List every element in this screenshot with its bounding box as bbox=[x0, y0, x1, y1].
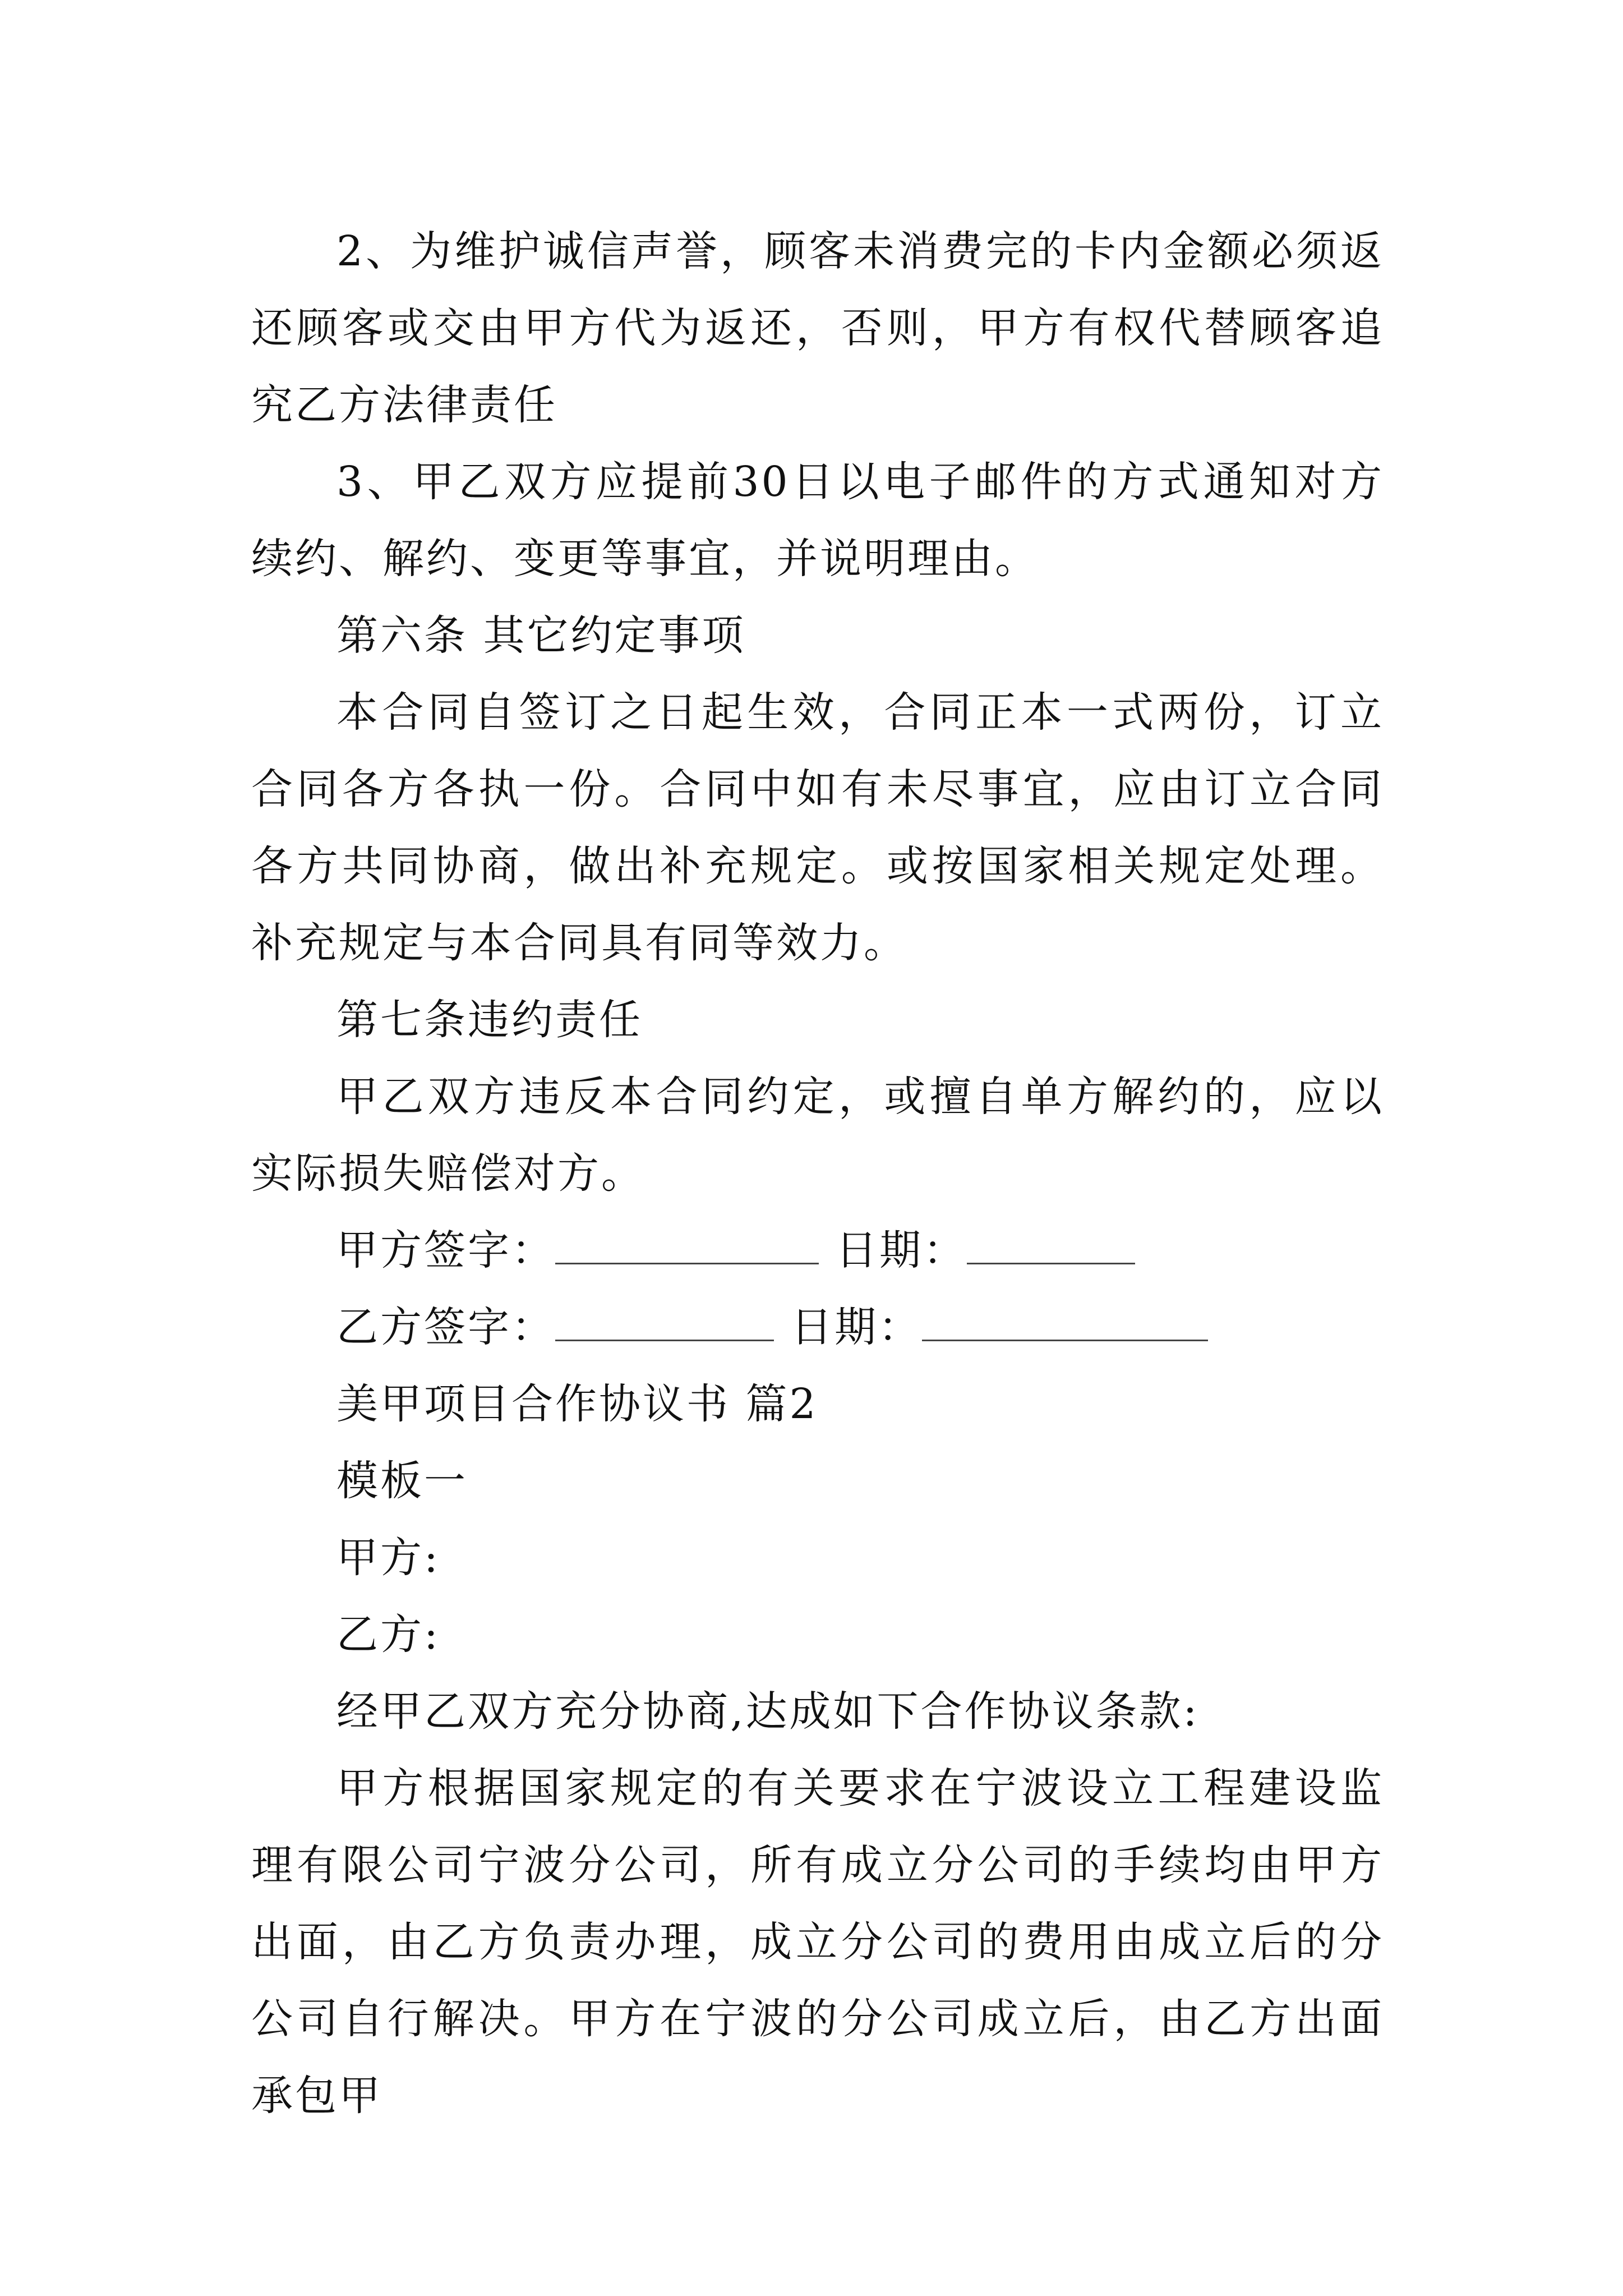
agreement-intro: 经甲乙双方充分协商,达成如下合作协议条款: bbox=[336, 1687, 1200, 1736]
document-title-part-2: 美甲项目合作协议书 篇2 bbox=[336, 1380, 818, 1428]
agreement-clause-body: 甲方根据国家规定的有关要求在宁波设立工程建设监理有限公司宁波分公司，所有成立分公司的手续均由甲方出面，由乙方负责办理，成立分公司的费用由成立后的分公司自行解决。甲方在宁波的分公司成立后，由乙方出面承包甲 bbox=[251, 1764, 1384, 2120]
party-a-signature-label: 甲方签字： bbox=[336, 1226, 555, 1274]
section-heading-article-7: 第七条违约责任 bbox=[336, 996, 643, 1044]
signature-row-party-a bbox=[251, 1212, 1384, 1289]
paragraph-article-6-body: 本合同自签订之日起生效，合同正本一式两份，订立合同各方各执一份。合同中如有未尽事宜，应由订立合同各方共同协商，做出补充规定。或按国家相关规定处理。补充规定与本合同具有同等效力。 bbox=[251, 688, 1384, 967]
section-heading-article-6: 第六条 其它约定事项 bbox=[336, 611, 746, 660]
party-b-label: 乙方: bbox=[336, 1611, 440, 1659]
paragraph-clause-2: 2、为维护诚信声誉，顾客未消费完的卡内金额必须返还顾客或交由甲方代为返还，否则，甲方有权代替顾客追究乙方法律责任 bbox=[251, 227, 1384, 429]
party-b-signature-label: 乙方签字： bbox=[336, 1303, 555, 1351]
party-b-signature-blank bbox=[555, 1328, 774, 1341]
party-b-date-label: 日期： bbox=[791, 1303, 922, 1351]
paragraph-clause-3: 3、甲乙双方应提前30日以电子邮件的方式通知对方续约、解约、变更等事宜，并说明理由。 bbox=[251, 458, 1384, 583]
party-a-signature-blank bbox=[555, 1251, 819, 1264]
template-heading: 模板一 bbox=[336, 1457, 468, 1505]
document-body bbox=[251, 213, 1384, 2134]
party-a-date-label: 日期： bbox=[836, 1226, 967, 1274]
paragraph-article-7-body: 甲乙双方违反本合同约定，或擅自单方解约的，应以实际损失赔偿对方。 bbox=[251, 1073, 1384, 1198]
party-a-label: 甲方: bbox=[336, 1534, 440, 1582]
party-a-date-blank bbox=[967, 1251, 1135, 1264]
party-b-date-blank bbox=[922, 1328, 1208, 1341]
signature-row-party-b bbox=[251, 1289, 1384, 1366]
